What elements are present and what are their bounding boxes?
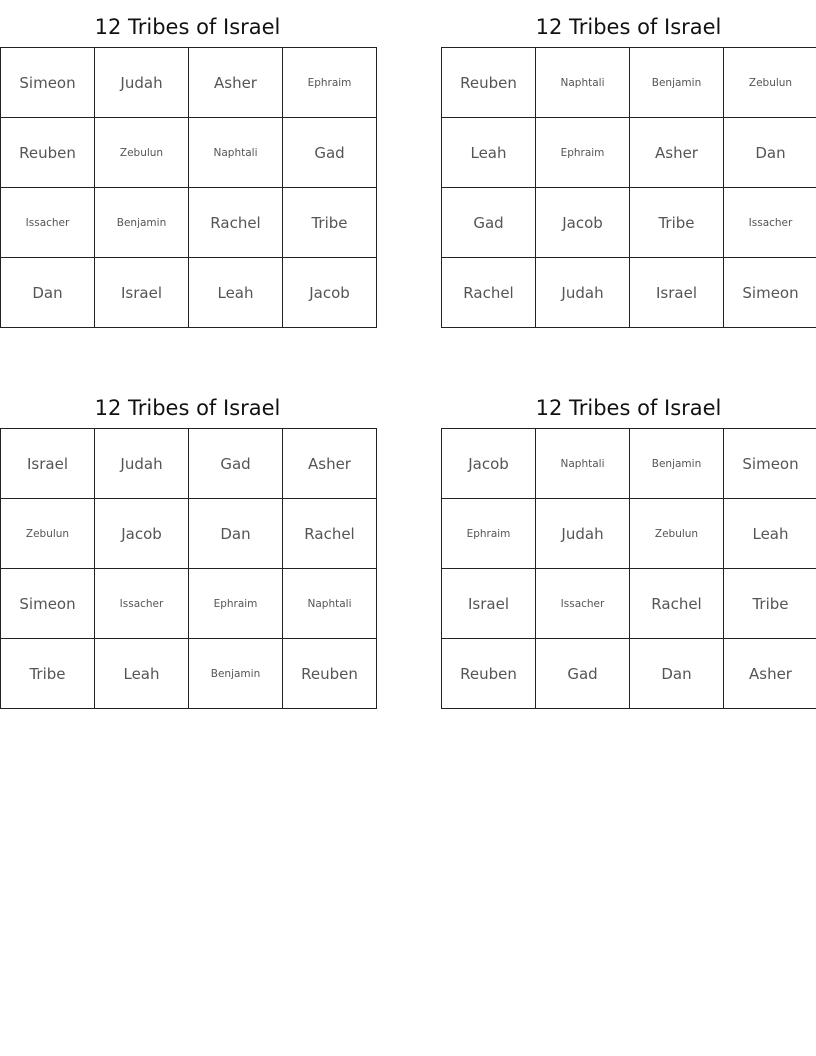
grid-row bbox=[1, 499, 377, 569]
grid-cell: Jacob bbox=[95, 499, 189, 569]
grid-cell: Tribe bbox=[1, 639, 95, 709]
grid-row bbox=[442, 499, 816, 569]
grid-cell: Zebulun bbox=[630, 499, 724, 569]
card-title: 12 Tribes of Israel bbox=[535, 396, 722, 420]
grid-row bbox=[1, 639, 377, 709]
grid-row bbox=[442, 48, 816, 118]
card-title: 12 Tribes of Israel bbox=[535, 15, 722, 39]
grid-cell: Tribe bbox=[724, 569, 816, 639]
grid-cell: Jacob bbox=[283, 258, 377, 328]
grid-cell: Ephraim bbox=[189, 569, 283, 639]
grid-cell: Asher bbox=[189, 48, 283, 118]
grid-cell: Dan bbox=[1, 258, 95, 328]
card-title: 12 Tribes of Israel bbox=[94, 15, 281, 39]
grid-cell: Simeon bbox=[1, 48, 95, 118]
grid-cell: Reuben bbox=[283, 639, 377, 709]
grid-cell: Tribe bbox=[630, 188, 724, 258]
grid-cell: Benjamin bbox=[630, 48, 724, 118]
grid-cell: Jacob bbox=[536, 188, 630, 258]
card-title: 12 Tribes of Israel bbox=[94, 396, 281, 420]
grid-cell: Israel bbox=[95, 258, 189, 328]
bingo-grid bbox=[441, 428, 816, 709]
grid-cell: Issacher bbox=[95, 569, 189, 639]
grid-cell: Naphtali bbox=[536, 48, 630, 118]
grid-cell: Naphtali bbox=[536, 429, 630, 499]
grid-cell: Reuben bbox=[442, 639, 536, 709]
grid-row bbox=[442, 118, 816, 188]
grid-row bbox=[1, 118, 377, 188]
grid-cell: Rachel bbox=[189, 188, 283, 258]
grid-cell: Leah bbox=[189, 258, 283, 328]
grid-cell: Israel bbox=[630, 258, 724, 328]
grid-cell: Ephraim bbox=[442, 499, 536, 569]
grid-row bbox=[442, 429, 816, 499]
grid-row bbox=[1, 569, 377, 639]
bingo-grid bbox=[0, 428, 377, 709]
grid-cell: Jacob bbox=[442, 429, 536, 499]
grid-row bbox=[1, 258, 377, 328]
grid-cell: Zebulun bbox=[95, 118, 189, 188]
grid-cell: Issacher bbox=[724, 188, 816, 258]
grid-cell: Judah bbox=[536, 499, 630, 569]
grid-cell: Asher bbox=[283, 429, 377, 499]
grid-cell: Issacher bbox=[536, 569, 630, 639]
grid-cell: Benjamin bbox=[95, 188, 189, 258]
grid-cell: Gad bbox=[536, 639, 630, 709]
grid-cell: Gad bbox=[189, 429, 283, 499]
grid-cell: Gad bbox=[442, 188, 536, 258]
grid-cell: Ephraim bbox=[283, 48, 377, 118]
grid-cell: Leah bbox=[95, 639, 189, 709]
grid-cell: Naphtali bbox=[189, 118, 283, 188]
grid-cell: Ephraim bbox=[536, 118, 630, 188]
grid-row bbox=[442, 569, 816, 639]
grid-cell: Leah bbox=[724, 499, 816, 569]
grid-cell: Zebulun bbox=[724, 48, 816, 118]
grid-cell: Simeon bbox=[724, 258, 816, 328]
grid-row bbox=[1, 48, 377, 118]
grid-cell: Benjamin bbox=[189, 639, 283, 709]
grid-cell: Simeon bbox=[1, 569, 95, 639]
grid-cell: Dan bbox=[630, 639, 724, 709]
grid-cell: Leah bbox=[442, 118, 536, 188]
grid-cell: Dan bbox=[724, 118, 816, 188]
grid-cell: Judah bbox=[95, 48, 189, 118]
grid-cell: Rachel bbox=[442, 258, 536, 328]
grid-cell: Israel bbox=[1, 429, 95, 499]
grid-row bbox=[442, 188, 816, 258]
bingo-grid bbox=[441, 47, 816, 328]
grid-cell: Dan bbox=[189, 499, 283, 569]
grid-cell: Rachel bbox=[283, 499, 377, 569]
bingo-grid bbox=[0, 47, 377, 328]
grid-cell: Simeon bbox=[724, 429, 816, 499]
grid-row bbox=[442, 258, 816, 328]
grid-cell: Israel bbox=[442, 569, 536, 639]
grid-cell: Rachel bbox=[630, 569, 724, 639]
grid-cell: Reuben bbox=[1, 118, 95, 188]
grid-cell: Issacher bbox=[1, 188, 95, 258]
grid-cell: Asher bbox=[630, 118, 724, 188]
grid-cell: Naphtali bbox=[283, 569, 377, 639]
grid-cell: Tribe bbox=[283, 188, 377, 258]
grid-cell: Judah bbox=[536, 258, 630, 328]
grid-cell: Judah bbox=[95, 429, 189, 499]
grid-cell: Benjamin bbox=[630, 429, 724, 499]
grid-cell: Asher bbox=[724, 639, 816, 709]
grid-row bbox=[1, 429, 377, 499]
grid-cell: Zebulun bbox=[1, 499, 95, 569]
grid-cell: Gad bbox=[283, 118, 377, 188]
grid-cell: Reuben bbox=[442, 48, 536, 118]
grid-row bbox=[1, 188, 377, 258]
grid-row bbox=[442, 639, 816, 709]
